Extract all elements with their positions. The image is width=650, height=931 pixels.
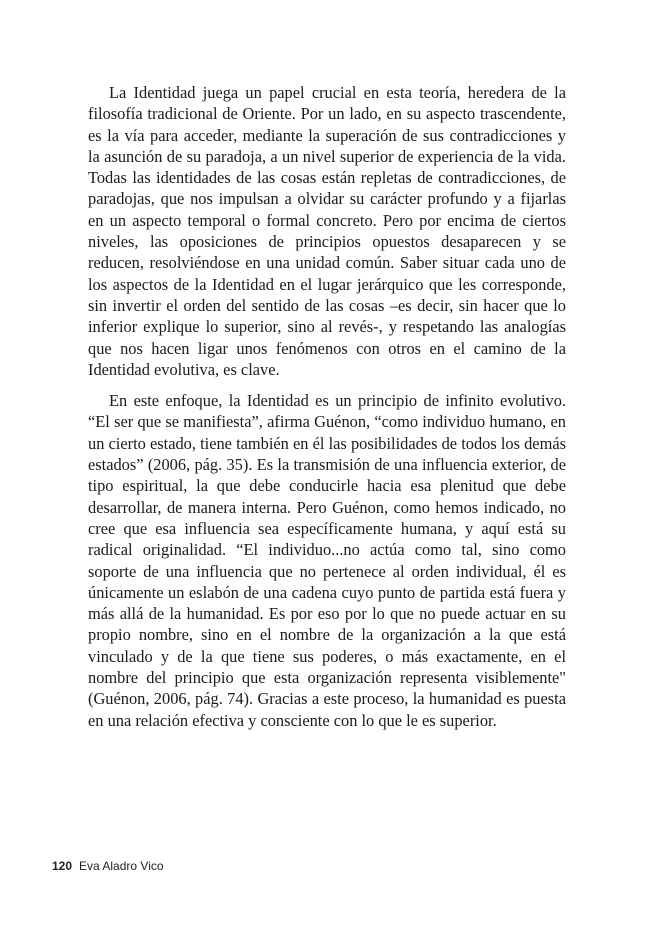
page-number: 120 bbox=[52, 859, 73, 873]
paragraph: En este enfoque, la Identidad es un principio de infinito evolutivo. “El ser que se manifiesta”, afirma Guénon, “como individuo humano, en un cierto estado, tiene también en él las posibilidades de todos los demás estados” (2006, pág. 35). Es la transmisión de una influencia exterior, de tipo espiritual, la que debe conducirle hacia esa plenitud que debe desarrollar, de manera interna. Pero Guénon, como hemos indicado, no cree que esa influencia sea específicamente humana, y aquí está su radical originalidad. “El individuo...no actúa como tal, sino como soporte de una influencia que no pertenece al orden individual, él es únicamente un eslabón de una cadena cuyo punto de partida está fuera y más allá de la humanidad. Es por eso por lo que no puede actuar en su propio nombre, sino en el nombre de la organización a la que está vinculado y de la que tiene sus poderes, o más exactamente, en el nombre del principio que esta organización representa visiblemente" (Guénon, 2006, pág. 74). Gracias a este proceso, la humanidad es puesta en una relación efectiva y consciente con lo que le es superior. bbox=[88, 391, 566, 730]
paragraph: La Identidad juega un papel crucial en esta teoría, heredera de la filosofía tradicional de Oriente. Por un lado, en su aspecto trascendente, es la vía para acceder, mediante la superación de sus contradicciones y la asunción de su paradoja, a un nivel superior de experiencia de la vida. Todas las identidades de las cosas están repletas de contradicciones, de paradojas, que nos impulsan a olvidar su carácter profundo y a fijarlas en un aspecto temporal o formal concreto. Pero por encima de ciertos niveles, las oposiciones de principios opuestos desaparecen y se reducen, resolviéndose en una unidad común. Saber situar cada uno de los aspectos de la Identidad en el lugar jerárquico que les corresponde, sin invertir el orden del sentido de las cosas –es decir, sin hacer que lo inferior explique lo superior, sino al revés-, y respetando las analogías que nos hacen ligar unos fenómenos con otros en el camino de la Identidad evolutiva, es clave. bbox=[88, 83, 566, 379]
running-author: Eva Aladro Vico bbox=[79, 859, 164, 873]
body-text bbox=[88, 82, 566, 731]
page-footer bbox=[52, 858, 164, 874]
